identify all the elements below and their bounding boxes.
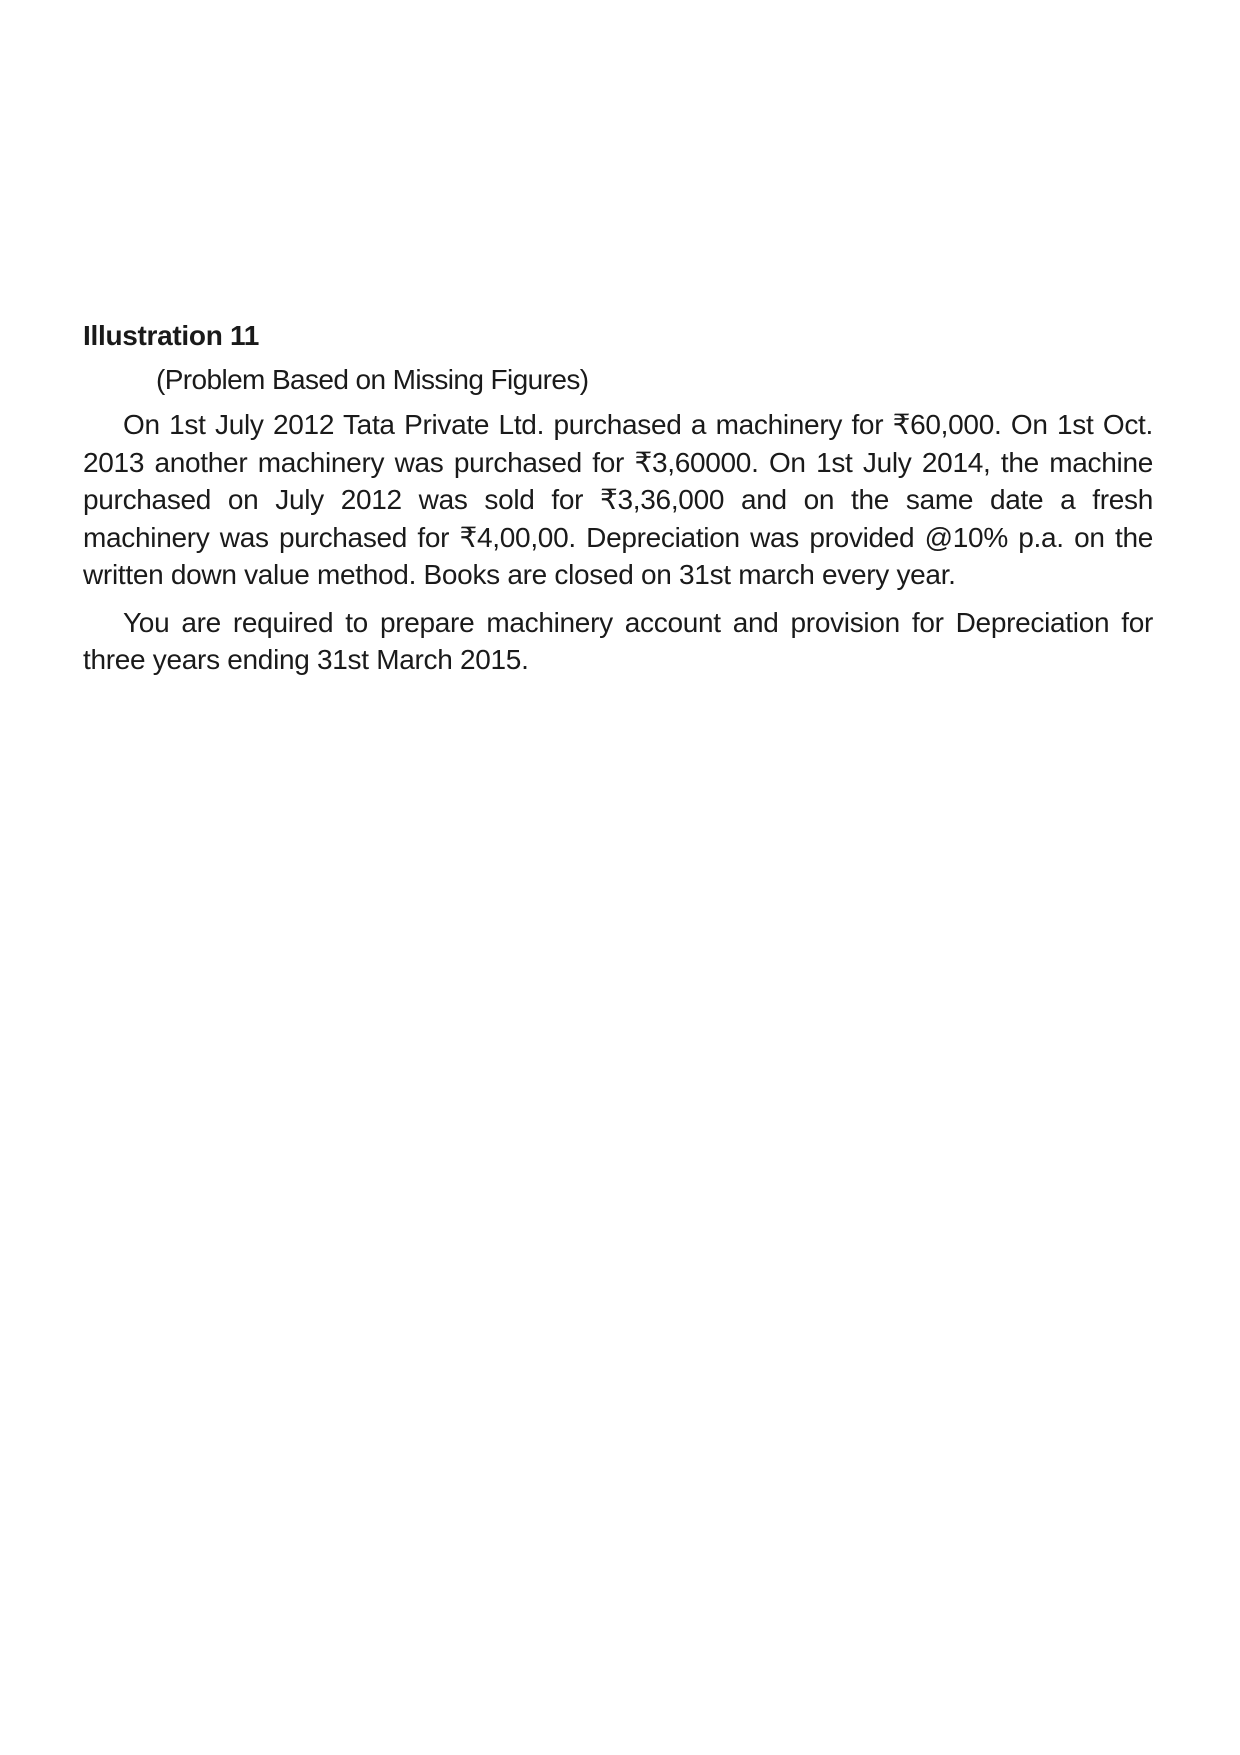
illustration-heading: Illustration 11 xyxy=(83,320,259,351)
problem-paragraph: On 1st July 2012 Tata Private Ltd. purchased a machinery for ₹60,000. On 1st Oct. 2013 another machinery was purchased for ₹3,60000. On 1st July 2014, the machine purchased on July 2012 was sold for ₹3,36,000 and on the same date a fresh machinery was purchased for ₹4,00,00. Depreciation was provided @10% p.a. on the written down value method. Books are closed on 31st march every year. xyxy=(83,409,1153,590)
requirement-paragraph: You are required to prepare machinery account and provision for Depreciation for three years ending 31st March 2015. xyxy=(83,606,1153,675)
illustration-block xyxy=(83,318,1153,689)
illustration-subheading: (Problem Based on Missing Figures) xyxy=(156,364,589,395)
